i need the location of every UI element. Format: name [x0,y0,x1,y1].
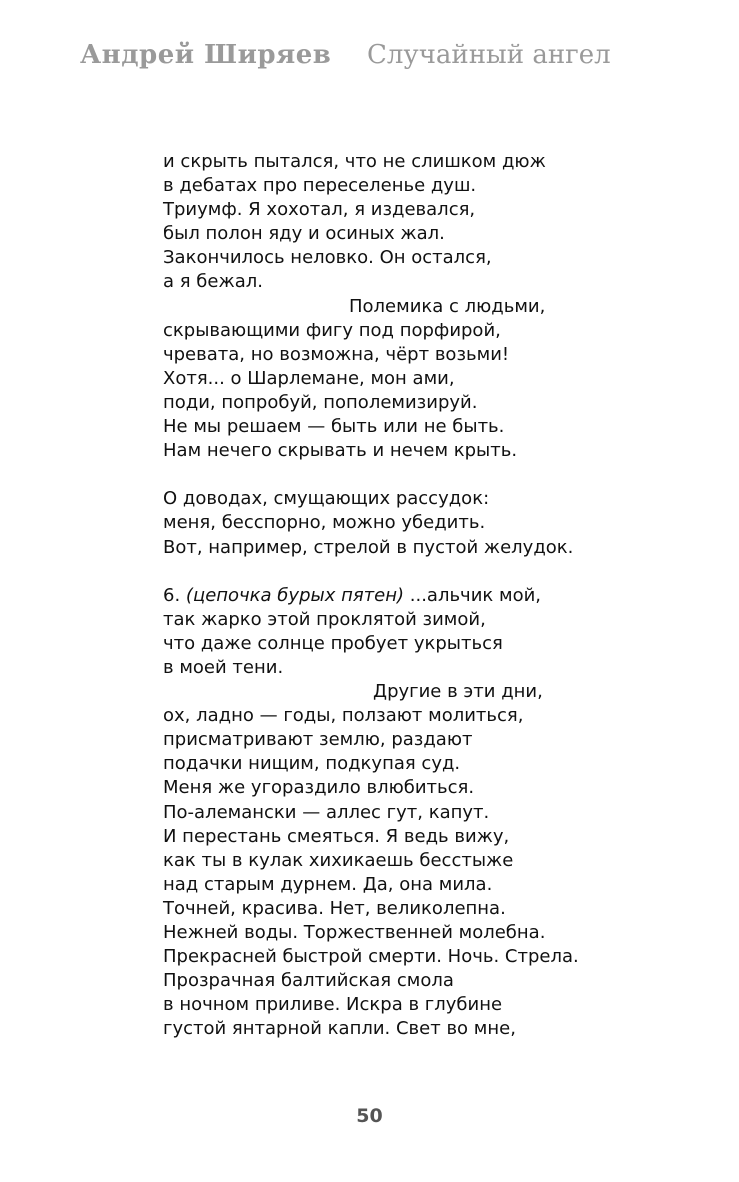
poem-line: Нам нечего скрывать и нечем крыть. [163,440,518,462]
poem-line: густой янтарной капли. Свет во мне, [163,1018,516,1040]
poem-line: что даже солнце пробует укрыться [163,632,503,654]
poem-line: ох, ладно — годы, ползают молиться, [163,705,524,727]
poem-line: Триумф. Я хохотал, я издевался, [163,199,476,221]
poem-line: а я бежал. [163,271,263,293]
section-6-first-line [163,584,603,608]
stanza-break [163,463,603,487]
running-header [0,40,739,80]
poem-line: По-алемански — аллес гут, капут. [163,801,490,823]
poem-line: так жарко этой проклятой зимой, [163,608,486,630]
poem-line: Нежней воды. Торжественней молебна. [163,922,546,943]
poem-line: поди, попробуй, пополемизируй. [163,391,478,413]
poem-line-indented: Полемика с людьми, [349,295,546,317]
poem-line: Точней, красива. Нет, великолепна. [163,897,506,919]
poem-line: меня, бесспорно, можно убедить. [163,512,486,534]
author-name: Андрей Ширяев [80,40,332,70]
poem-line: Меня же угораздило влюбиться. [163,777,475,799]
poem-line: и скрыть пытался, что не слишком дюж [163,151,546,172]
poem-line: в моей тени. [163,656,284,678]
first-line-rest: ...альчик мой, [404,584,541,606]
poem-line: Не мы решаем — быть или не быть. [163,416,505,438]
poem-line: Вот, например, стрелой в пустой желудок. [163,536,574,558]
poem-line: Прекрасней быстрой смерти. Ночь. Стрела. [163,946,579,968]
poem-line: в ночном приливе. Искра в глубине [163,994,503,1016]
poem-line: О доводах, смущающих рассудок: [163,488,490,510]
poem-line: как ты в кулак хихикаешь бесстыже [163,849,514,871]
poem-line-indented: Другие в эти дни, [373,681,543,703]
book-title: Случайный ангел [367,40,611,70]
poem-line: подачки нищим, подкупая суд. [163,753,461,775]
poem-line: был полон яду и осиных жал. [163,223,445,245]
italic-fragment: (цепочка бурых пятен) [185,584,405,606]
poem-text [163,150,603,1041]
poem-line: Прозрачная балтийская смола [163,970,454,992]
section-number: 6. [163,584,181,606]
page-number: 50 [356,1105,383,1127]
stanza-break [163,560,603,584]
poem-line: Хотя... о Шарлемане, мон ами, [163,367,455,389]
poem-line: чревата, но возможна, чёрт возьми! [163,343,510,365]
poem-line: присматривают землю, раздают [163,729,473,751]
poem-line: в дебатах про переселенье душ. [163,175,477,197]
poem-line: скрывающими фигу под порфирой, [163,319,501,341]
poem-line: над старым дурнем. Да, она мила. [163,873,493,895]
poem-line: И перестань смеяться. Я ведь вижу, [163,825,510,847]
poem-line: Закончилось неловко. Он остался, [163,247,492,269]
